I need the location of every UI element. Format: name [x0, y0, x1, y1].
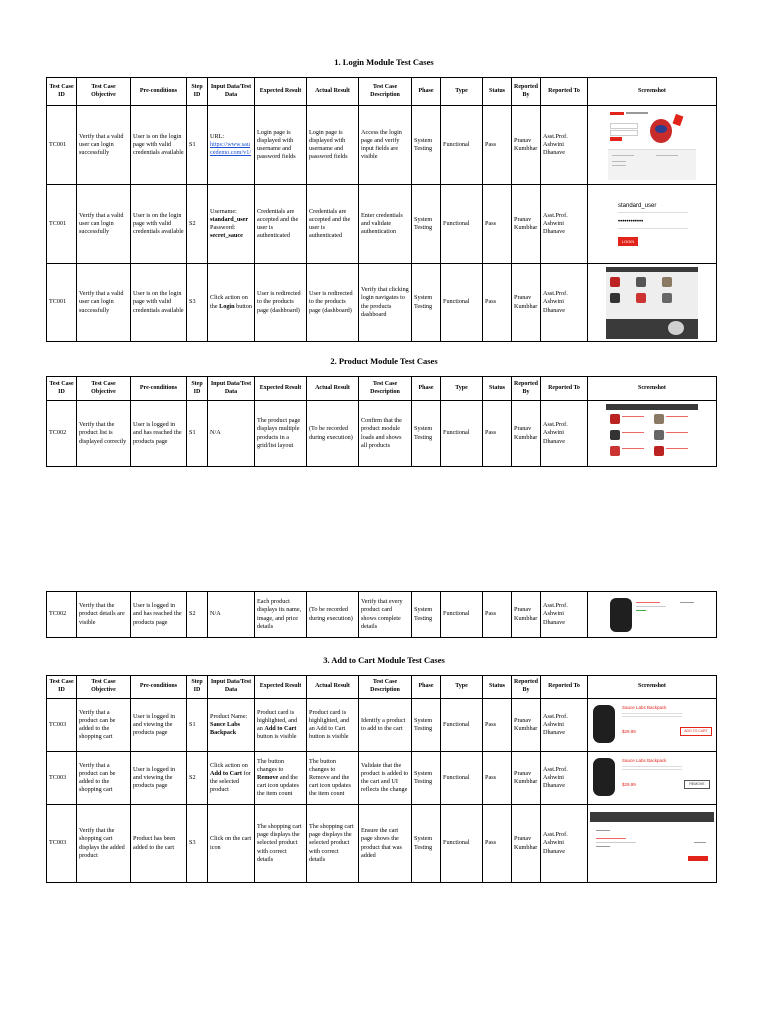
- cell-input: N/A: [208, 401, 255, 467]
- header-cell: Status: [483, 78, 512, 106]
- header-cell: Reported To: [541, 78, 588, 106]
- cell-input: [208, 106, 255, 185]
- cell-input: [208, 752, 255, 805]
- cell-expected: [255, 752, 307, 805]
- header-cell: Phase: [412, 676, 441, 699]
- input-label: Username:: [210, 207, 237, 215]
- header-cell: Actual Result: [307, 676, 359, 699]
- cell-actual: (To be recorded during execution): [307, 401, 359, 467]
- input-label: button: [234, 302, 252, 310]
- cell-objective: Verify that the product details are visible: [77, 592, 131, 638]
- cell-test-case-id: TC001: [47, 106, 77, 185]
- header-cell: Input Data/Test Data: [208, 78, 255, 106]
- header-cell: Step ID: [187, 676, 208, 699]
- cell-test-case-id: TC003: [47, 752, 77, 805]
- cell-description: Ensure the cart page shows the product that was added: [359, 805, 412, 883]
- cell-phase: System Testing: [412, 752, 441, 805]
- cell-description: Confirm that the product module loads and shows all products: [359, 401, 412, 467]
- cell-input: N/A: [208, 592, 255, 638]
- cell-test-case-id: TC002: [47, 592, 77, 638]
- add-to-cart-button-image: ADD TO CART: [680, 727, 712, 736]
- table-header-row: [47, 78, 717, 106]
- expected-text: and the cart icon updates the item count: [257, 773, 299, 798]
- expected-bold: Remove: [257, 773, 279, 781]
- cell-type: Functional: [441, 752, 483, 805]
- expected-text: The button changes to: [257, 757, 284, 773]
- cell-input: Click on the cart icon: [208, 805, 255, 883]
- cell-screenshot: [588, 185, 717, 264]
- input-label: Product Name:: [210, 712, 248, 720]
- cell-phase: System Testing: [412, 401, 441, 467]
- cell-preconditions: User is logged in and has reached the products page: [131, 401, 187, 467]
- cell-reported-by: Pranav Kumbhar: [512, 264, 541, 342]
- product-price-image: $29.99: [622, 729, 636, 734]
- header-cell: Screenshot: [588, 377, 717, 401]
- header-cell: Test Case ID: [47, 676, 77, 699]
- login-button-image: LOGIN: [618, 237, 638, 246]
- cell-objective: Verify that a product can be added to the shopping cart: [77, 699, 131, 752]
- cell-reported-by: Pranav Kumbhar: [512, 185, 541, 264]
- cell-status: Pass: [483, 752, 512, 805]
- cell-status: Pass: [483, 805, 512, 883]
- cell-reported-to: Asst.Prof. Ashwini Dhanave: [541, 264, 588, 342]
- cell-step-id: S1: [187, 699, 208, 752]
- input-value: Sauce Labs Backpack: [210, 720, 241, 737]
- password-text: ••••••••••••: [618, 219, 644, 225]
- header-cell: Test Case ID: [47, 78, 77, 106]
- cell-screenshot: [588, 401, 717, 467]
- cell-description: Access the login page and verify input fields are visible: [359, 106, 412, 185]
- cell-actual: User is redirected to the products page (dashboard): [307, 264, 359, 342]
- header-cell: Test Case Objective: [77, 676, 131, 699]
- header-cell: Test Case Description: [359, 78, 412, 106]
- cell-actual: The shopping cart page displays the selected product with correct details: [307, 805, 359, 883]
- cell-reported-by: Pranav Kumbhar: [512, 699, 541, 752]
- login-page-screenshot: [606, 109, 698, 181]
- cell-preconditions: User is logged in and viewing the products page: [131, 699, 187, 752]
- cell-phase: System Testing: [412, 106, 441, 185]
- cell-description: Enter credentials and validate authentication: [359, 185, 412, 264]
- cell-screenshot: [588, 106, 717, 185]
- cell-actual: Credentials are accepted and the user is authenticated: [307, 185, 359, 264]
- cell-objective: Verify that a product can be added to the shopping cart: [77, 752, 131, 805]
- cell-screenshot: [588, 264, 717, 342]
- table-row: [47, 106, 717, 185]
- cell-status: Pass: [483, 401, 512, 467]
- cell-expected: Each product displays its name, image, and price details: [255, 592, 307, 638]
- input-value: Add to Cart: [210, 769, 242, 777]
- product-price-image: $29.99: [622, 782, 636, 787]
- cell-description: Verify that every product card shows complete details: [359, 592, 412, 638]
- cell-expected: The shopping cart page displays the selected product with correct details: [255, 805, 307, 883]
- cell-step-id: S1: [187, 106, 208, 185]
- cell-phase: System Testing: [412, 592, 441, 638]
- input-label: Click action on: [210, 761, 248, 769]
- cell-screenshot: [588, 592, 717, 638]
- cell-reported-to: Asst.Prof. Ashwini Dhanave: [541, 752, 588, 805]
- cell-screenshot: [588, 699, 717, 752]
- table-row: [47, 401, 717, 467]
- input-value: secret_sauce: [210, 232, 243, 240]
- product-list-screenshot: [606, 404, 698, 464]
- cell-step-id: S1: [187, 401, 208, 467]
- cell-expected: Login page is displayed with username and password fields: [255, 106, 307, 185]
- cell-reported-to: Asst.Prof. Ashwini Dhanave: [541, 185, 588, 264]
- cell-status: Pass: [483, 106, 512, 185]
- cell-status: Pass: [483, 699, 512, 752]
- header-cell: Pre-conditions: [131, 78, 187, 106]
- cell-step-id: S2: [187, 185, 208, 264]
- expected-text: button is visible: [257, 733, 297, 741]
- username-text: standard_user: [618, 203, 657, 209]
- product-title-image: Sauce Labs Backpack: [622, 758, 667, 763]
- header-cell: Step ID: [187, 377, 208, 401]
- products-dashboard-screenshot: [606, 267, 698, 339]
- header-cell: Reported By: [512, 676, 541, 699]
- header-cell: Screenshot: [588, 676, 717, 699]
- cell-preconditions: User is on the login page with valid credentials available: [131, 185, 187, 264]
- product-test-table: [46, 376, 717, 467]
- cell-screenshot: [588, 805, 717, 883]
- add-to-cart-screenshot: [590, 701, 714, 749]
- table-row: [47, 752, 717, 805]
- cell-status: Pass: [483, 592, 512, 638]
- cell-step-id: S3: [187, 805, 208, 883]
- cell-reported-by: Pranav Kumbhar: [512, 752, 541, 805]
- login-test-table: [46, 77, 717, 342]
- header-cell: Expected Result: [255, 676, 307, 699]
- cell-preconditions: Product has been added to the cart: [131, 805, 187, 883]
- input-label: Password:: [210, 224, 236, 231]
- header-cell: Input Data/Test Data: [208, 676, 255, 699]
- cell-description: Identify a product to add to the cart: [359, 699, 412, 752]
- cell-type: Functional: [441, 106, 483, 185]
- cell-objective: Verify that a valid user can login successfully: [77, 106, 131, 185]
- cell-description: Verify that clicking login navigates to the products dashboard: [359, 264, 412, 342]
- input-value: standard_user: [210, 215, 249, 223]
- input-label: Click action on the: [210, 294, 248, 310]
- header-cell: Test Case Description: [359, 676, 412, 699]
- header-cell: Screenshot: [588, 78, 717, 106]
- cell-type: Functional: [441, 401, 483, 467]
- cell-step-id: S2: [187, 752, 208, 805]
- cell-objective: Verify that a valid user can login successfully: [77, 185, 131, 264]
- cell-expected: [255, 699, 307, 752]
- header-cell: Test Case Objective: [77, 78, 131, 106]
- remove-button-screenshot: [590, 754, 714, 802]
- header-cell: Status: [483, 377, 512, 401]
- cell-expected: User is redirected to the products page (dashboard): [255, 264, 307, 342]
- header-cell: Type: [441, 78, 483, 106]
- table-row: [47, 592, 717, 638]
- header-cell: Test Case Objective: [77, 377, 131, 401]
- cell-reported-to: Asst.Prof. Ashwini Dhanave: [541, 699, 588, 752]
- cell-preconditions: User is on the login page with valid credentials available: [131, 106, 187, 185]
- cell-actual: Login page is displayed with username and password fields: [307, 106, 359, 185]
- header-cell: Reported By: [512, 78, 541, 106]
- product-title-image: Sauce Labs Backpack: [622, 705, 667, 710]
- credentials-screenshot: [606, 189, 698, 259]
- cell-test-case-id: TC001: [47, 185, 77, 264]
- header-cell: Type: [441, 676, 483, 699]
- cell-phase: System Testing: [412, 264, 441, 342]
- cell-phase: System Testing: [412, 185, 441, 264]
- header-cell: Phase: [412, 377, 441, 401]
- cell-reported-by: Pranav Kumbhar: [512, 592, 541, 638]
- cell-type: Functional: [441, 264, 483, 342]
- cell-reported-to: Asst.Prof. Ashwini Dhanave: [541, 592, 588, 638]
- cell-reported-to: Asst.Prof. Ashwini Dhanave: [541, 106, 588, 185]
- table-header-row: [47, 676, 717, 699]
- cell-type: Functional: [441, 592, 483, 638]
- cell-reported-by: Pranav Kumbhar: [512, 106, 541, 185]
- cell-input: [208, 264, 255, 342]
- cell-actual: (To be recorded during execution): [307, 592, 359, 638]
- header-cell: Expected Result: [255, 78, 307, 106]
- header-cell: Actual Result: [307, 78, 359, 106]
- header-cell: Pre-conditions: [131, 377, 187, 401]
- section-title-product: 2. Product Module Test Cases: [330, 356, 438, 366]
- cell-type: Functional: [441, 185, 483, 264]
- cell-expected: Credentials are accepted and the user is authenticated: [255, 185, 307, 264]
- cell-status: Pass: [483, 264, 512, 342]
- input-label: for the selected product: [210, 769, 251, 794]
- table-row: [47, 699, 717, 752]
- header-cell: Reported By: [512, 377, 541, 401]
- header-cell: Actual Result: [307, 377, 359, 401]
- cell-type: Functional: [441, 699, 483, 752]
- cell-reported-by: Pranav Kumbhar: [512, 401, 541, 467]
- product-details-screenshot: [606, 594, 698, 636]
- header-cell: Test Case ID: [47, 377, 77, 401]
- header-cell: Status: [483, 676, 512, 699]
- cell-objective: Verify that the shopping cart displays the added product: [77, 805, 131, 883]
- cell-test-case-id: TC003: [47, 805, 77, 883]
- cell-test-case-id: TC002: [47, 401, 77, 467]
- cell-preconditions: User is on the login page with valid credentials available: [131, 264, 187, 342]
- cell-objective: Verify that the product list is displayed correctly: [77, 401, 131, 467]
- cell-expected: The product page displays multiple products in a grid/list layout: [255, 401, 307, 467]
- table-row: [47, 264, 717, 342]
- header-cell: Expected Result: [255, 377, 307, 401]
- header-cell: Reported To: [541, 676, 588, 699]
- cell-test-case-id: TC001: [47, 264, 77, 342]
- expected-text: Product card is highlighted, and an: [257, 708, 298, 732]
- table-header-row: [47, 377, 717, 401]
- header-cell: Input Data/Test Data: [208, 377, 255, 401]
- cart-test-table: [46, 675, 717, 883]
- section-title-login: 1. Login Module Test Cases: [334, 57, 434, 67]
- cell-preconditions: User is logged in and has reached the products page: [131, 592, 187, 638]
- cell-reported-by: Pranav Kumbhar: [512, 805, 541, 883]
- cell-actual: Product card is highlighted, and an Add to Cart button is visible: [307, 699, 359, 752]
- header-cell: Phase: [412, 78, 441, 106]
- remove-button-image: REMOVE: [684, 780, 710, 789]
- cell-reported-to: Asst.Prof. Ashwini Dhanave: [541, 401, 588, 467]
- header-cell: Reported To: [541, 377, 588, 401]
- cell-phase: System Testing: [412, 699, 441, 752]
- table-row: [47, 185, 717, 264]
- table-row: [47, 805, 717, 883]
- header-cell: Pre-conditions: [131, 676, 187, 699]
- cell-reported-to: Asst.Prof. Ashwini Dhanave: [541, 805, 588, 883]
- header-cell: Test Case Description: [359, 377, 412, 401]
- cell-input: [208, 699, 255, 752]
- product-details-table: [46, 591, 717, 638]
- cell-step-id: S3: [187, 264, 208, 342]
- cell-type: Functional: [441, 805, 483, 883]
- cell-actual: The button changes to Remove and the cart icon updates the item count: [307, 752, 359, 805]
- cell-status: Pass: [483, 185, 512, 264]
- expected-bold: Add to Cart: [264, 725, 297, 732]
- input-label: URL:: [210, 132, 225, 140]
- cell-screenshot: [588, 752, 717, 805]
- cell-input: [208, 185, 255, 264]
- section-title-add-to-cart: 3. Add to Cart Module Test Cases: [323, 655, 445, 665]
- header-cell: Type: [441, 377, 483, 401]
- cell-description: Validate that the product is added to the cart and UI reflects the change: [359, 752, 412, 805]
- cell-objective: Verify that a valid user can login successfully: [77, 264, 131, 342]
- cell-phase: System Testing: [412, 805, 441, 883]
- url-link[interactable]: https://www.saucedemo.com/v1/: [210, 140, 252, 157]
- cart-page-screenshot: [590, 812, 714, 876]
- cell-test-case-id: TC003: [47, 699, 77, 752]
- header-cell: Step ID: [187, 78, 208, 106]
- cell-preconditions: User is logged in and viewing the products page: [131, 752, 187, 805]
- cell-step-id: S2: [187, 592, 208, 638]
- input-value: Login: [219, 302, 235, 310]
